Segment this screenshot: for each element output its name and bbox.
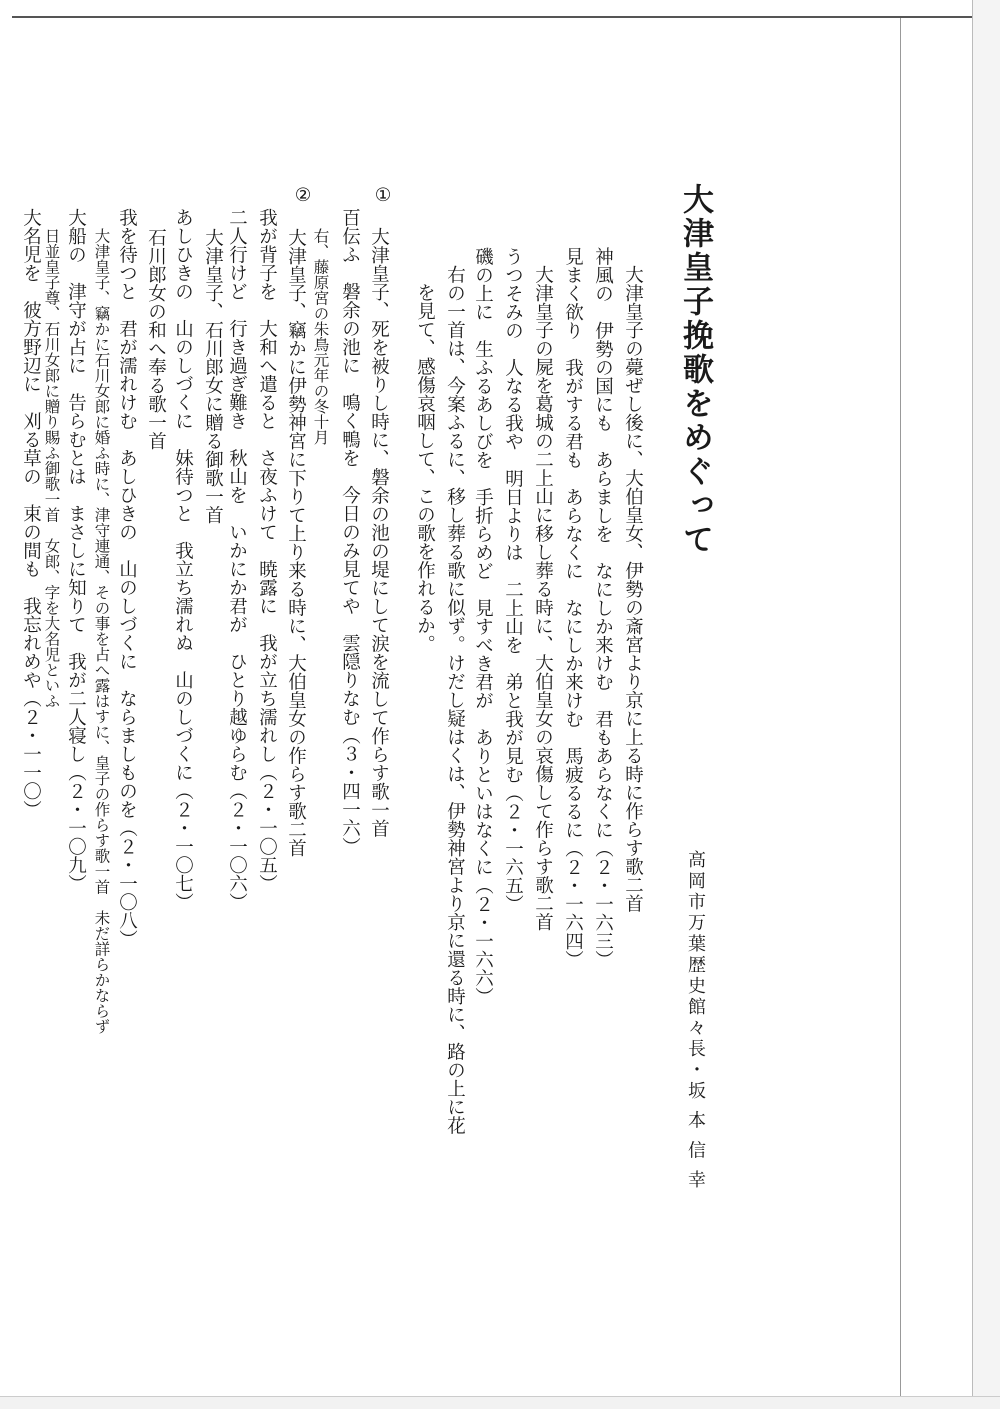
text-line: 大津皇子の薨ぜし後に、大伯皇女、伊勢の斎宮より京に上る時に作らす歌二首 xyxy=(622,265,644,913)
scan-edge-bottom xyxy=(0,1396,1000,1409)
text-line: うつそみの 人なる我や 明日よりは 二上山を 弟と我が見む（２・一六五） xyxy=(502,247,524,913)
text-line: 百伝ふ 磐余の池に 鳴く鴨を 今日のみ見てや 雲隠りなむ（３・四一六） xyxy=(339,208,361,856)
text-line: 右、藤原宮の朱鳥元年の冬十月 xyxy=(311,228,330,445)
text-line: 磯の上に 生ふるあしびを 手折らめど 見すべき君が ありといはなくに（２・一六六） xyxy=(472,247,494,1006)
text-line: 大船の 津守が占に 告らむとは まさしに知りて 我が二人寝し（２・一〇九） xyxy=(65,208,87,893)
text-line: 右の一首は、今案ふるに、移し葬る歌に似ず。けだし疑はくは、伊勢神宮より京に還る時に、路の上に花 xyxy=(444,265,466,1135)
text-line: 大津皇子の屍を葛城の二上山に移し葬る時に、大伯皇女の哀傷して作らす歌二首 xyxy=(532,265,554,931)
author-credit: 高岡市万葉歴史館々長・坂 本 信 幸 xyxy=(685,850,706,1192)
text-line: 我が背子を 大和へ遣ると さ夜ふけて 暁露に 我が立ち濡れし（２・一〇五） xyxy=(256,208,278,893)
text-line: 我を待つと 君が濡れけむ あしひきの 山のしづくに ならましものを（２・一〇八） xyxy=(116,208,138,948)
scan-edge-right xyxy=(972,0,1000,1408)
text-line: 見まく欲り 我がする君も あらなくに なにしか来けむ 馬疲るるに（２・一六四） xyxy=(562,247,584,969)
text-line: を見て、感傷哀咽して、この歌を作れるか。 xyxy=(414,283,436,653)
text-line: 大津皇子、竊かに石川女郎に婚ふ時に、津守連通、その事を占へ露はすに、皇子の作らす歌一首 未だ詳らかならず xyxy=(92,228,111,1034)
text-line: 二人行けど 行き過ぎ難き 秋山を いかにか君が ひとり越ゆらむ（２・一〇六） xyxy=(226,208,248,911)
text-line: 大津皇子、竊かに伊勢神宮に下りて上り来る時に、大伯皇女の作らす歌二首 xyxy=(285,228,307,857)
text-line: 石川郎女の和へ奉る歌一首 xyxy=(145,228,167,450)
text-line: 神風の 伊勢の国にも あらましを なにしか来けむ 君もあらなくに（２・一六三） xyxy=(592,247,614,969)
article-title: 大津皇子挽歌をめぐって xyxy=(677,183,713,557)
text-line: 大名児を 彼方野辺に 刈る草の 束の間も 我忘れめや（２・一一〇） xyxy=(20,208,42,819)
text-line: 大津皇子、石川郎女に贈る御歌一首 xyxy=(202,228,224,524)
text-line: 大津皇子、死を被りし時に、磐余の池の堤にして涙を流して作らす歌一首 xyxy=(368,227,390,838)
section-marker: ② xyxy=(292,185,314,206)
text-line: 日並皇子尊、石川女郎に贈り賜ふ御歌一首 女郎、字を大名児といふ xyxy=(42,228,61,709)
text-line: あしひきの 山のしづくに 妹待つと 我立ち濡れぬ 山のしづくに（２・一〇七） xyxy=(172,208,194,911)
section-marker: ① xyxy=(372,185,394,206)
